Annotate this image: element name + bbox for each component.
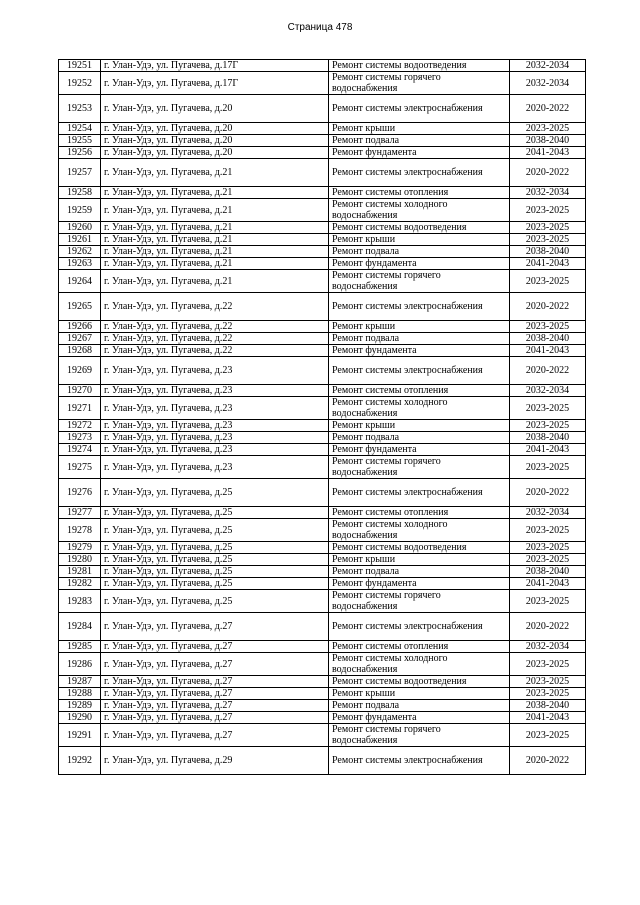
work-type-cell: Ремонт крыши: [329, 234, 510, 246]
work-type-cell: Ремонт системы водоотведения: [329, 60, 510, 72]
work-type-cell: Ремонт системы холодного водоснабжения: [329, 199, 510, 222]
table-row: [59, 199, 586, 222]
table-row: [59, 507, 586, 519]
row-number: 19289: [59, 700, 101, 712]
address-cell: г. Улан-Удэ, ул. Пугачева, д.17Г: [101, 72, 329, 95]
table-row: [59, 159, 586, 187]
row-number: 19270: [59, 385, 101, 397]
address-cell: г. Улан-Удэ, ул. Пугачева, д.27: [101, 700, 329, 712]
period-cell: 2038-2040: [510, 135, 586, 147]
period-cell: 2020-2022: [510, 293, 586, 321]
table-row: [59, 270, 586, 293]
row-number: 19286: [59, 653, 101, 676]
row-number: 19253: [59, 95, 101, 123]
address-cell: г. Улан-Удэ, ул. Пугачева, д.21: [101, 187, 329, 199]
table-row: [59, 613, 586, 641]
row-number: 19269: [59, 357, 101, 385]
period-cell: 2038-2040: [510, 246, 586, 258]
row-number: 19262: [59, 246, 101, 258]
period-cell: 2041-2043: [510, 147, 586, 159]
period-cell: 2041-2043: [510, 712, 586, 724]
row-number: 19282: [59, 578, 101, 590]
work-type-cell: Ремонт системы горячего водоснабжения: [329, 456, 510, 479]
row-number: 19265: [59, 293, 101, 321]
address-cell: г. Улан-Удэ, ул. Пугачева, д.25: [101, 578, 329, 590]
work-type-cell: Ремонт подвала: [329, 246, 510, 258]
row-number: 19273: [59, 432, 101, 444]
table-row: [59, 700, 586, 712]
table-row: [59, 554, 586, 566]
address-cell: г. Улан-Удэ, ул. Пугачева, д.23: [101, 385, 329, 397]
work-type-cell: Ремонт системы отопления: [329, 187, 510, 199]
table-row: [59, 676, 586, 688]
period-cell: 2023-2025: [510, 724, 586, 747]
work-type-cell: Ремонт крыши: [329, 554, 510, 566]
address-cell: г. Улан-Удэ, ул. Пугачева, д.25: [101, 542, 329, 554]
work-type-cell: Ремонт системы водоотведения: [329, 222, 510, 234]
table-row: [59, 246, 586, 258]
table-row: [59, 432, 586, 444]
address-cell: г. Улан-Удэ, ул. Пугачева, д.25: [101, 479, 329, 507]
address-cell: г. Улан-Удэ, ул. Пугачева, д.27: [101, 653, 329, 676]
row-number: 19258: [59, 187, 101, 199]
work-type-cell: Ремонт системы водоотведения: [329, 676, 510, 688]
work-type-cell: Ремонт системы электроснабжения: [329, 357, 510, 385]
period-cell: 2023-2025: [510, 653, 586, 676]
address-cell: г. Улан-Удэ, ул. Пугачева, д.23: [101, 397, 329, 420]
row-number: 19255: [59, 135, 101, 147]
work-type-cell: Ремонт системы водоотведения: [329, 542, 510, 554]
table-row: [59, 385, 586, 397]
period-cell: 2020-2022: [510, 479, 586, 507]
table-row: [59, 747, 586, 775]
row-number: 19252: [59, 72, 101, 95]
period-cell: 2020-2022: [510, 747, 586, 775]
address-cell: г. Улан-Удэ, ул. Пугачева, д.25: [101, 566, 329, 578]
period-cell: 2023-2025: [510, 688, 586, 700]
address-cell: г. Улан-Удэ, ул. Пугачева, д.25: [101, 519, 329, 542]
work-type-cell: Ремонт подвала: [329, 135, 510, 147]
address-cell: г. Улан-Удэ, ул. Пугачева, д.20: [101, 123, 329, 135]
period-cell: 2032-2034: [510, 187, 586, 199]
period-cell: 2023-2025: [510, 456, 586, 479]
table-row: [59, 123, 586, 135]
period-cell: 2032-2034: [510, 60, 586, 72]
period-cell: 2038-2040: [510, 333, 586, 345]
address-cell: г. Улан-Удэ, ул. Пугачева, д.21: [101, 159, 329, 187]
address-cell: г. Улан-Удэ, ул. Пугачева, д.20: [101, 135, 329, 147]
work-type-cell: Ремонт системы холодного водоснабжения: [329, 397, 510, 420]
work-type-cell: Ремонт системы отопления: [329, 507, 510, 519]
period-cell: 2032-2034: [510, 641, 586, 653]
address-cell: г. Улан-Удэ, ул. Пугачева, д.29: [101, 747, 329, 775]
work-type-cell: Ремонт крыши: [329, 123, 510, 135]
table-row: [59, 321, 586, 333]
period-cell: 2023-2025: [510, 542, 586, 554]
row-number: 19263: [59, 258, 101, 270]
work-type-cell: Ремонт системы электроснабжения: [329, 95, 510, 123]
address-cell: г. Улан-Удэ, ул. Пугачева, д.25: [101, 590, 329, 613]
table-row: [59, 479, 586, 507]
period-cell: 2020-2022: [510, 357, 586, 385]
table-row: [59, 653, 586, 676]
row-number: 19285: [59, 641, 101, 653]
table-row: [59, 357, 586, 385]
address-cell: г. Улан-Удэ, ул. Пугачева, д.23: [101, 432, 329, 444]
row-number: 19279: [59, 542, 101, 554]
period-cell: 2038-2040: [510, 566, 586, 578]
address-cell: г. Улан-Удэ, ул. Пугачева, д.23: [101, 420, 329, 432]
work-type-cell: Ремонт фундамента: [329, 258, 510, 270]
work-type-cell: Ремонт системы электроснабжения: [329, 747, 510, 775]
row-number: 19284: [59, 613, 101, 641]
period-cell: 2032-2034: [510, 507, 586, 519]
period-cell: 2023-2025: [510, 397, 586, 420]
table-row: [59, 397, 586, 420]
address-cell: г. Улан-Удэ, ул. Пугачева, д.22: [101, 345, 329, 357]
period-cell: 2032-2034: [510, 385, 586, 397]
table-row: [59, 590, 586, 613]
period-cell: 2023-2025: [510, 234, 586, 246]
table-row: [59, 345, 586, 357]
period-cell: 2023-2025: [510, 222, 586, 234]
address-cell: г. Улан-Удэ, ул. Пугачева, д.21: [101, 246, 329, 258]
period-cell: 2038-2040: [510, 432, 586, 444]
address-cell: г. Улан-Удэ, ул. Пугачева, д.22: [101, 333, 329, 345]
address-cell: г. Улан-Удэ, ул. Пугачева, д.25: [101, 507, 329, 519]
address-cell: г. Улан-Удэ, ул. Пугачева, д.17Г: [101, 60, 329, 72]
work-type-cell: Ремонт системы холодного водоснабжения: [329, 653, 510, 676]
address-cell: г. Улан-Удэ, ул. Пугачева, д.20: [101, 147, 329, 159]
page-header: Страница 478: [287, 22, 353, 33]
period-cell: 2020-2022: [510, 613, 586, 641]
table-row: [59, 234, 586, 246]
table-row: [59, 641, 586, 653]
row-number: 19266: [59, 321, 101, 333]
table-row: [59, 420, 586, 432]
address-cell: г. Улан-Удэ, ул. Пугачева, д.21: [101, 199, 329, 222]
address-cell: г. Улан-Удэ, ул. Пугачева, д.27: [101, 724, 329, 747]
period-cell: 2038-2040: [510, 700, 586, 712]
table-row: [59, 688, 586, 700]
row-number: 19276: [59, 479, 101, 507]
row-number: 19259: [59, 199, 101, 222]
row-number: 19257: [59, 159, 101, 187]
row-number: 19292: [59, 747, 101, 775]
row-number: 19254: [59, 123, 101, 135]
work-type-cell: Ремонт системы горячего водоснабжения: [329, 724, 510, 747]
address-cell: г. Улан-Удэ, ул. Пугачева, д.27: [101, 688, 329, 700]
address-cell: г. Улан-Удэ, ул. Пугачева, д.20: [101, 95, 329, 123]
work-type-cell: Ремонт подвала: [329, 432, 510, 444]
table-row: [59, 333, 586, 345]
work-type-cell: Ремонт системы электроснабжения: [329, 293, 510, 321]
table-row: [59, 187, 586, 199]
period-cell: 2023-2025: [510, 519, 586, 542]
work-type-cell: Ремонт системы отопления: [329, 385, 510, 397]
address-cell: г. Улан-Удэ, ул. Пугачева, д.21: [101, 222, 329, 234]
address-cell: г. Улан-Удэ, ул. Пугачева, д.22: [101, 293, 329, 321]
period-cell: 2032-2034: [510, 72, 586, 95]
period-cell: 2020-2022: [510, 159, 586, 187]
period-cell: 2023-2025: [510, 123, 586, 135]
address-cell: г. Улан-Удэ, ул. Пугачева, д.25: [101, 554, 329, 566]
row-number: 19283: [59, 590, 101, 613]
row-number: 19271: [59, 397, 101, 420]
period-cell: 2041-2043: [510, 578, 586, 590]
work-type-cell: Ремонт фундамента: [329, 345, 510, 357]
address-cell: г. Улан-Удэ, ул. Пугачева, д.21: [101, 234, 329, 246]
period-cell: 2023-2025: [510, 270, 586, 293]
table-row: [59, 578, 586, 590]
row-number: 19278: [59, 519, 101, 542]
period-cell: 2023-2025: [510, 590, 586, 613]
work-type-cell: Ремонт системы отопления: [329, 641, 510, 653]
address-cell: г. Улан-Удэ, ул. Пугачева, д.23: [101, 444, 329, 456]
address-cell: г. Улан-Удэ, ул. Пугачева, д.21: [101, 270, 329, 293]
work-type-cell: Ремонт фундамента: [329, 147, 510, 159]
work-type-cell: Ремонт системы горячего водоснабжения: [329, 270, 510, 293]
period-cell: 2041-2043: [510, 258, 586, 270]
period-cell: 2041-2043: [510, 444, 586, 456]
row-number: 19287: [59, 676, 101, 688]
period-cell: 2041-2043: [510, 345, 586, 357]
work-type-cell: Ремонт системы холодного водоснабжения: [329, 519, 510, 542]
row-number: 19256: [59, 147, 101, 159]
table-row: [59, 95, 586, 123]
table-row: [59, 444, 586, 456]
row-number: 19272: [59, 420, 101, 432]
period-cell: 2023-2025: [510, 420, 586, 432]
row-number: 19261: [59, 234, 101, 246]
address-cell: г. Улан-Удэ, ул. Пугачева, д.27: [101, 613, 329, 641]
work-type-cell: Ремонт фундамента: [329, 444, 510, 456]
work-type-cell: Ремонт крыши: [329, 688, 510, 700]
address-cell: г. Улан-Удэ, ул. Пугачева, д.23: [101, 456, 329, 479]
row-number: 19264: [59, 270, 101, 293]
row-number: 19277: [59, 507, 101, 519]
table-row: [59, 258, 586, 270]
table-row: [59, 519, 586, 542]
row-number: 19290: [59, 712, 101, 724]
address-cell: г. Улан-Удэ, ул. Пугачева, д.21: [101, 258, 329, 270]
row-number: 19267: [59, 333, 101, 345]
work-type-cell: Ремонт фундамента: [329, 712, 510, 724]
period-cell: 2023-2025: [510, 199, 586, 222]
table-row: [59, 147, 586, 159]
table-row: [59, 542, 586, 554]
row-number: 19251: [59, 60, 101, 72]
address-cell: г. Улан-Удэ, ул. Пугачева, д.27: [101, 676, 329, 688]
table-row: [59, 60, 586, 72]
table-row: [59, 222, 586, 234]
table-row: [59, 72, 586, 95]
row-number: 19281: [59, 566, 101, 578]
work-type-cell: Ремонт крыши: [329, 420, 510, 432]
table-row: [59, 712, 586, 724]
work-type-cell: Ремонт подвала: [329, 333, 510, 345]
table-row: [59, 135, 586, 147]
address-cell: г. Улан-Удэ, ул. Пугачева, д.22: [101, 321, 329, 333]
table-row: [59, 724, 586, 747]
row-number: 19268: [59, 345, 101, 357]
period-cell: 2023-2025: [510, 321, 586, 333]
address-cell: г. Улан-Удэ, ул. Пугачева, д.27: [101, 712, 329, 724]
row-number: 19280: [59, 554, 101, 566]
row-number: 19260: [59, 222, 101, 234]
work-type-cell: Ремонт системы электроснабжения: [329, 613, 510, 641]
row-number: 19288: [59, 688, 101, 700]
work-type-cell: Ремонт крыши: [329, 321, 510, 333]
work-type-cell: Ремонт фундамента: [329, 578, 510, 590]
row-number: 19291: [59, 724, 101, 747]
row-number: 19275: [59, 456, 101, 479]
period-cell: 2020-2022: [510, 95, 586, 123]
work-type-cell: Ремонт подвала: [329, 700, 510, 712]
work-type-cell: Ремонт системы электроснабжения: [329, 159, 510, 187]
address-cell: г. Улан-Удэ, ул. Пугачева, д.27: [101, 641, 329, 653]
work-type-cell: Ремонт системы горячего водоснабжения: [329, 72, 510, 95]
period-cell: 2023-2025: [510, 676, 586, 688]
address-cell: г. Улан-Удэ, ул. Пугачева, д.23: [101, 357, 329, 385]
table-row: [59, 456, 586, 479]
table-row: [59, 566, 586, 578]
row-number: 19274: [59, 444, 101, 456]
works-table: [58, 59, 586, 775]
table-row: [59, 293, 586, 321]
work-type-cell: Ремонт системы горячего водоснабжения: [329, 590, 510, 613]
work-type-cell: Ремонт подвала: [329, 566, 510, 578]
work-type-cell: Ремонт системы электроснабжения: [329, 479, 510, 507]
period-cell: 2023-2025: [510, 554, 586, 566]
